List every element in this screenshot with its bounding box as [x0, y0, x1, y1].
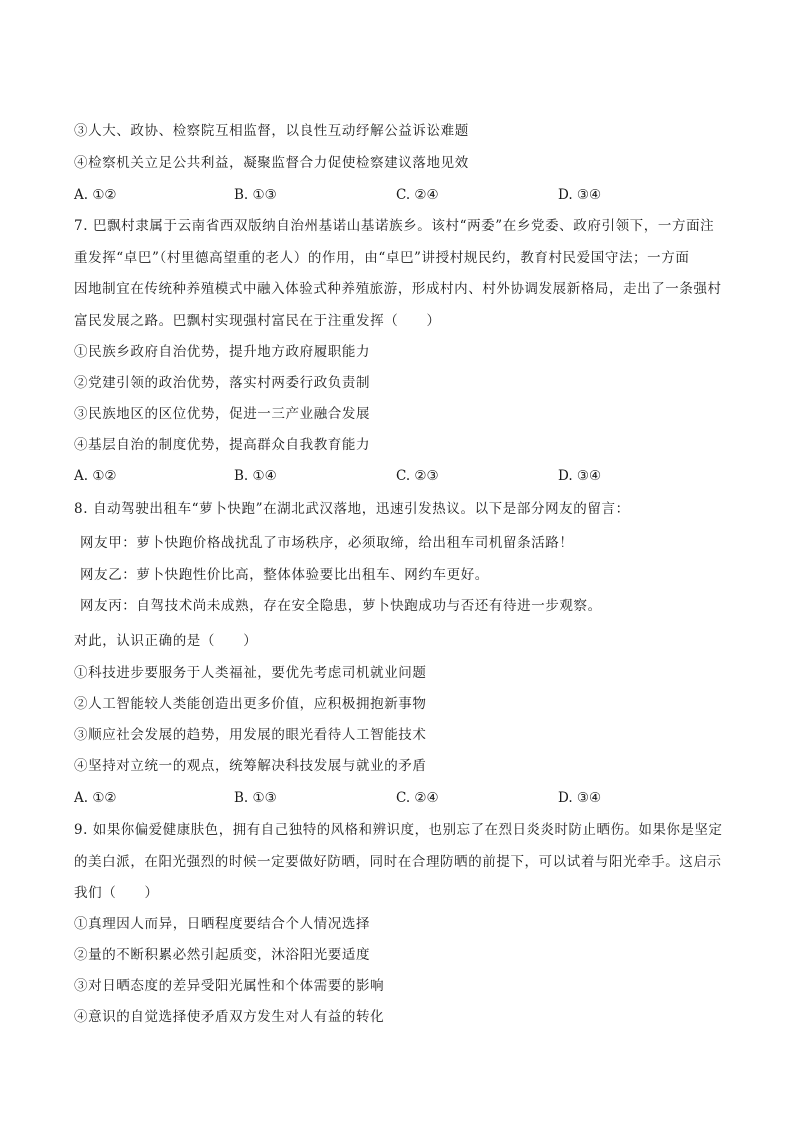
q8-prompt: 对此，认识正确的是（ ）	[74, 633, 258, 649]
q8-comment-3: 网友丙：自驾技术尚未成熟，存在安全隐患，萝卜快跑成功与否还有待进一步观察。	[80, 598, 602, 614]
q9-item-3: ③对日晒态度的差异受阳光属性和个体需要的影响	[74, 978, 385, 994]
q8-item-3: ③顺应社会发展的趋势，用发展的眼光看待人工智能技术	[74, 727, 427, 743]
q7-stem-line-2: 重发挥“卓巴”（村里德高望重的老人）的作用，由“卓巴”讲授村规民约，教育村民爱国守法；一方面	[74, 250, 690, 266]
q7-item-4: ④基层自治的制度优势，提高群众自我教育能力	[74, 437, 371, 453]
q8-comment-2: 网友乙：萝卜快跑性价比高，整体体验要比出租车、网约车更好。	[80, 567, 489, 583]
q6-option-a[interactable]: A. ①②	[74, 187, 117, 203]
q6-item-4: ④检察机关立足公共利益，凝聚监督合力促使检察建议落地见效	[74, 155, 469, 171]
q7-option-b[interactable]: B. ①④	[234, 468, 277, 484]
q9-stem-line-3: 我们（ ）	[74, 885, 159, 901]
q8-item-4: ④坚持对立统一的观点，统筹解决科技发展与就业的矛盾	[74, 758, 427, 774]
q9-stem-line-1: 9. 如果你偏爱健康肤色，拥有自己独特的风格和辨识度，也别忘了在烈日炎炎时防止晒伤。如果你是坚定	[74, 822, 723, 838]
q8-item-2: ②人工智能较人类能创造出更多价值，应积极拥抱新事物	[74, 696, 427, 712]
q7-option-a[interactable]: A. ①②	[74, 468, 117, 484]
q7-stem-line-4: 富民发展之路。巴飘村实现强村富民在于注重发挥（ ）	[74, 313, 441, 329]
q7-option-c[interactable]: C. ②③	[396, 468, 439, 484]
q9-item-1: ①真理因人而异，日晒程度要结合个人情况选择	[74, 916, 371, 932]
q8-item-1: ①科技进步要服务于人类福祉，要优先考虑司机就业问题	[74, 665, 427, 681]
q6-option-b[interactable]: B. ①③	[234, 187, 277, 203]
q6-item-3: ③人大、政协、检察院互相监督，以良性互动纾解公益诉讼难题	[74, 123, 469, 139]
q7-option-d[interactable]: D. ③④	[558, 468, 602, 484]
q7-item-3: ③民族地区的区位优势，促进一三产业融合发展	[74, 406, 371, 422]
q9-item-4: ④意识的自觉选择使矛盾双方发生对人有益的转化	[74, 1009, 385, 1025]
q8-comment-1: 网友甲：萝卜快跑价格战扰乱了市场秩序，必须取缔，给出租车司机留条活路！	[80, 535, 574, 551]
q7-stem-line-3: 因地制宜在传统种养殖模式中融入体验式种养殖旅游，形成村内、村外协调发展新格局，走出了一条强村	[74, 281, 722, 297]
q9-stem-line-2: 的美白派，在阳光强烈的时候一定要做好防晒，同时在合理防晒的前提下，可以试着与阳光牵手。这启示	[74, 854, 722, 870]
q7-stem-line-1: 7. 巴飘村隶属于云南省西双版纳自治州基诺山基诺族乡。该村“两委”在乡党委、政府引领下，一方面注	[74, 218, 715, 234]
q8-option-c[interactable]: C. ②④	[396, 790, 439, 806]
q7-item-2: ②党建引领的政治优势，落实村两委行政负责制	[74, 375, 371, 391]
q6-option-d[interactable]: D. ③④	[558, 187, 602, 203]
q8-option-d[interactable]: D. ③④	[558, 790, 602, 806]
q8-option-b[interactable]: B. ①③	[234, 790, 277, 806]
q8-option-a[interactable]: A. ①②	[74, 790, 117, 806]
q9-item-2: ②量的不断积累必然引起质变，沐浴阳光要适度	[74, 947, 371, 963]
q7-item-1: ①民族乡政府自治优势，提升地方政府履职能力	[74, 344, 371, 360]
q8-stem: 8. 自动驾驶出租车“萝卜快跑”在湖北武汉落地，迅速引发热议。以下是部分网友的留言：	[74, 501, 630, 517]
q6-option-c[interactable]: C. ②④	[396, 187, 439, 203]
